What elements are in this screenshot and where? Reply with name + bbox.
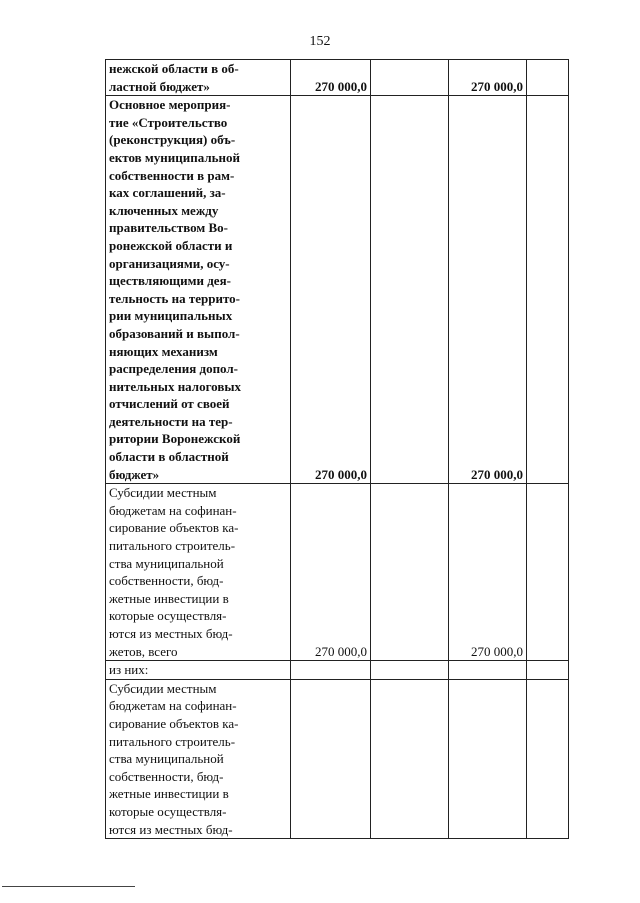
- row-description: Субсидии местным бюджетам на софинан- сирование объектов ка- питального строитель- ства муниципальной собственности, бюд- жетные инвестиции в которые осуществля- ются из местных бюд- жетов, всего: [106, 484, 291, 661]
- value-cell: [449, 679, 527, 838]
- table-row: [106, 679, 569, 838]
- empty-cell: [527, 60, 569, 96]
- value-cell: [291, 679, 371, 838]
- page-number: 152: [309, 34, 331, 49]
- value-cell: 270 000,0: [449, 60, 527, 96]
- row-description: нежской области в об- ластной бюджет»: [106, 60, 291, 96]
- empty-cell: [527, 484, 569, 661]
- budget-table: [105, 59, 569, 839]
- table-row: [106, 96, 569, 484]
- empty-cell: [371, 96, 449, 484]
- value-cell: 270 000,0: [291, 96, 371, 484]
- table-row: [106, 484, 569, 661]
- footnote-separator-line: [2, 886, 135, 887]
- value-cell: 270 000,0: [449, 484, 527, 661]
- value-cell: 270 000,0: [291, 484, 371, 661]
- value-cell: 270 000,0: [449, 96, 527, 484]
- value-cell: [449, 661, 527, 680]
- empty-cell: [527, 96, 569, 484]
- value-cell: [291, 661, 371, 680]
- empty-cell: [527, 661, 569, 680]
- empty-cell: [371, 679, 449, 838]
- empty-cell: [527, 679, 569, 838]
- table-row: [106, 661, 569, 680]
- empty-cell: [371, 661, 449, 680]
- row-description: из них:: [106, 661, 291, 680]
- empty-cell: [371, 484, 449, 661]
- empty-cell: [371, 60, 449, 96]
- table-row: [106, 60, 569, 96]
- row-description: Субсидии местным бюджетам на софинан- сирование объектов ка- питального строитель- ства муниципальной собственности, бюд- жетные инвестиции в которые осуществля- ются из местных бюд-: [106, 679, 291, 838]
- value-cell: 270 000,0: [291, 60, 371, 96]
- row-description: Основное мероприя- тие «Строительство (реконструкция) объ- ектов муниципальной собственности в рам- ках соглашений, за- ключенных между правительством Во- ронежской области и организациями, осу- ществляющими дея- тельность на террито- рии муниципальных образований и выпол- няющих механизм распределения допол- нительных налоговых отчислений от своей деятельности на тер- ритории Воронежской области в областной бюджет»: [106, 96, 291, 484]
